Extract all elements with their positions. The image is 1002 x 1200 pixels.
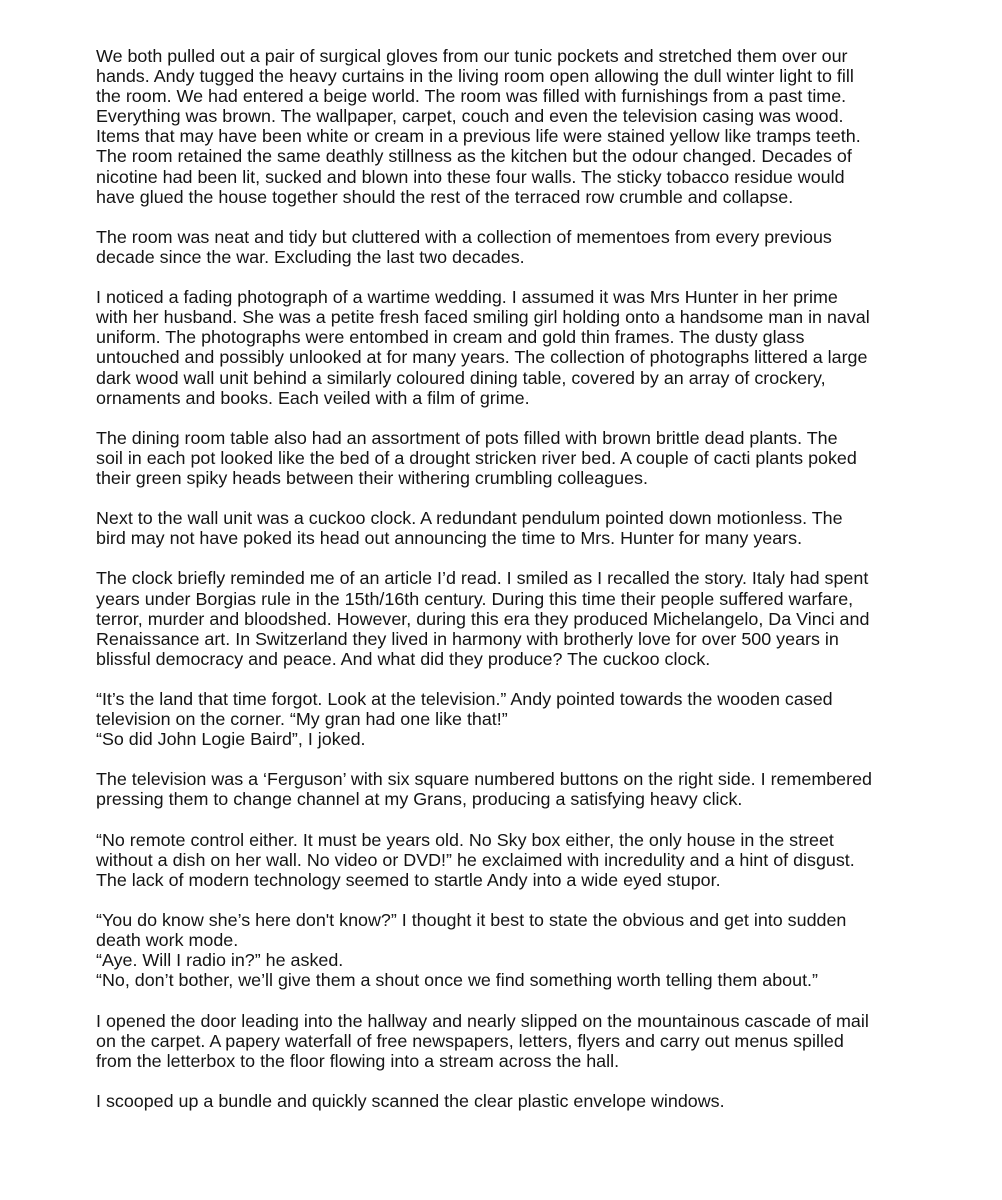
text-line: decade since the war. Excluding the last two decades. (96, 246, 525, 267)
text-line: Items that may have been white or cream in a previous life were stained yellow like tramps teeth. (96, 126, 861, 147)
text-line: The dining room table also had an assortment of pots filled with brown brittle dead plants. The (96, 427, 838, 448)
text-line: I scooped up a bundle and quickly scanned the clear plastic envelope windows. (96, 1090, 725, 1111)
paragraph (96, 1011, 916, 1071)
paragraph (96, 287, 916, 408)
text-line: “You do know she’s here don't know?” I thought it best to state the obvious and get into sudden (96, 910, 847, 931)
text-line: The room retained the same deathly stillness as the kitchen but the odour changed. Decades of (96, 146, 852, 167)
text-line: Everything was brown. The wallpaper, carpet, couch and even the television casing was wood. (96, 106, 844, 127)
text-line: pressing them to change channel at my Grans, producing a satisfying heavy click. (96, 789, 743, 810)
text-line: blissful democracy and peace. And what did they produce? The cuckoo clock. (96, 648, 711, 669)
text-line: We both pulled out a pair of surgical gloves from our tunic pockets and stretched them over our (96, 46, 848, 66)
paragraph (96, 1091, 916, 1111)
paragraph (96, 689, 916, 749)
text-line: hands. Andy tugged the heavy curtains in the living room open allowing the dull winter light to fill (96, 66, 854, 87)
text-line: “No, don’t bother, we’ll give them a shout once we find something worth telling them about.” (96, 970, 818, 991)
text-line: from the letterbox to the floor flowing into a stream across the hall. (96, 1050, 620, 1071)
text-line: “Aye. Will I radio in?” he asked. (96, 950, 344, 971)
paragraph (96, 46, 916, 207)
text-line: have glued the house together should the rest of the terraced row crumble and collapse. (96, 186, 794, 207)
text-line: death work mode. (96, 930, 239, 951)
text-line: Next to the wall unit was a cuckoo clock. A redundant pendulum pointed down motionless. The (96, 508, 843, 529)
text-line: dark wood wall unit behind a similarly coloured dining table, covered by an array of crockery, (96, 367, 826, 388)
paragraph (96, 910, 916, 990)
text-line: without a dish on her wall. No video or DVD!” he exclaimed with incredulity and a hint of disgust. (96, 849, 855, 870)
text-line: “No remote control either. It must be years old. No Sky box either, the only house in the street (96, 829, 834, 850)
text-line: “It’s the land that time forgot. Look at the television.” Andy pointed towards the wooden cased (96, 689, 833, 709)
text-line: The room was neat and tidy but cluttered with a collection of mementoes from every previous (96, 226, 832, 247)
text-line: untouched and possibly unlooked at for many years. The collection of photographs littered a large (96, 347, 868, 368)
text-line: terror, murder and bloodshed. However, during this era they produced Michelangelo, Da Vinci and (96, 608, 870, 629)
paragraph (96, 428, 916, 488)
text-line: bird may not have poked its head out announcing the time to Mrs. Hunter for many years. (96, 528, 803, 549)
text-line: The lack of modern technology seemed to startle Andy into a wide eyed stupor. (96, 869, 721, 890)
text-line: on the carpet. A papery waterfall of free newspapers, letters, flyers and carry out menus spilled (96, 1030, 844, 1051)
paragraph (96, 508, 916, 548)
text-line: uniform. The photographs were entombed in cream and gold thin frames. The dusty glass (96, 327, 805, 348)
text-line: I noticed a fading photograph of a wartime wedding. I assumed it was Mrs Hunter in her prime (96, 287, 838, 308)
paragraph (96, 830, 916, 890)
text-line: nicotine had been lit, sucked and blown into these four walls. The sticky tobacco residue would (96, 166, 845, 187)
text-line: with her husband. She was a petite fresh faced smiling girl holding onto a handsome man in naval (96, 307, 870, 328)
paragraph (96, 227, 916, 267)
text-line: years under Borgias rule in the 15th/16th century. During this time their people suffered warfare, (96, 588, 854, 609)
text-line: the room. We had entered a beige world. The room was filled with furnishings from a past time. (96, 86, 847, 107)
text-line: “So did John Logie Baird”, I joked. (96, 729, 366, 750)
text-line: I opened the door leading into the hallway and nearly slipped on the mountainous cascade of mail (96, 1010, 869, 1031)
text-line: The clock briefly reminded me of an article I’d read. I smiled as I recalled the story. Italy had spent (96, 568, 869, 589)
paragraph (96, 769, 916, 809)
text-line: Renaissance art. In Switzerland they lived in harmony with brotherly love for over 500 years in (96, 628, 839, 649)
text-line: soil in each pot looked like the bed of a drought stricken river bed. A couple of cacti plants poked (96, 447, 857, 468)
text-line: television on the corner. “My gran had one like that!” (96, 709, 508, 730)
text-line: ornaments and books. Each veiled with a film of grime. (96, 387, 530, 408)
text-line: The television was a ‘Ferguson’ with six square numbered buttons on the right side. I remembered (96, 769, 872, 790)
text-line: their green spiky heads between their withering crumbling colleagues. (96, 467, 648, 488)
paragraph (96, 568, 916, 668)
